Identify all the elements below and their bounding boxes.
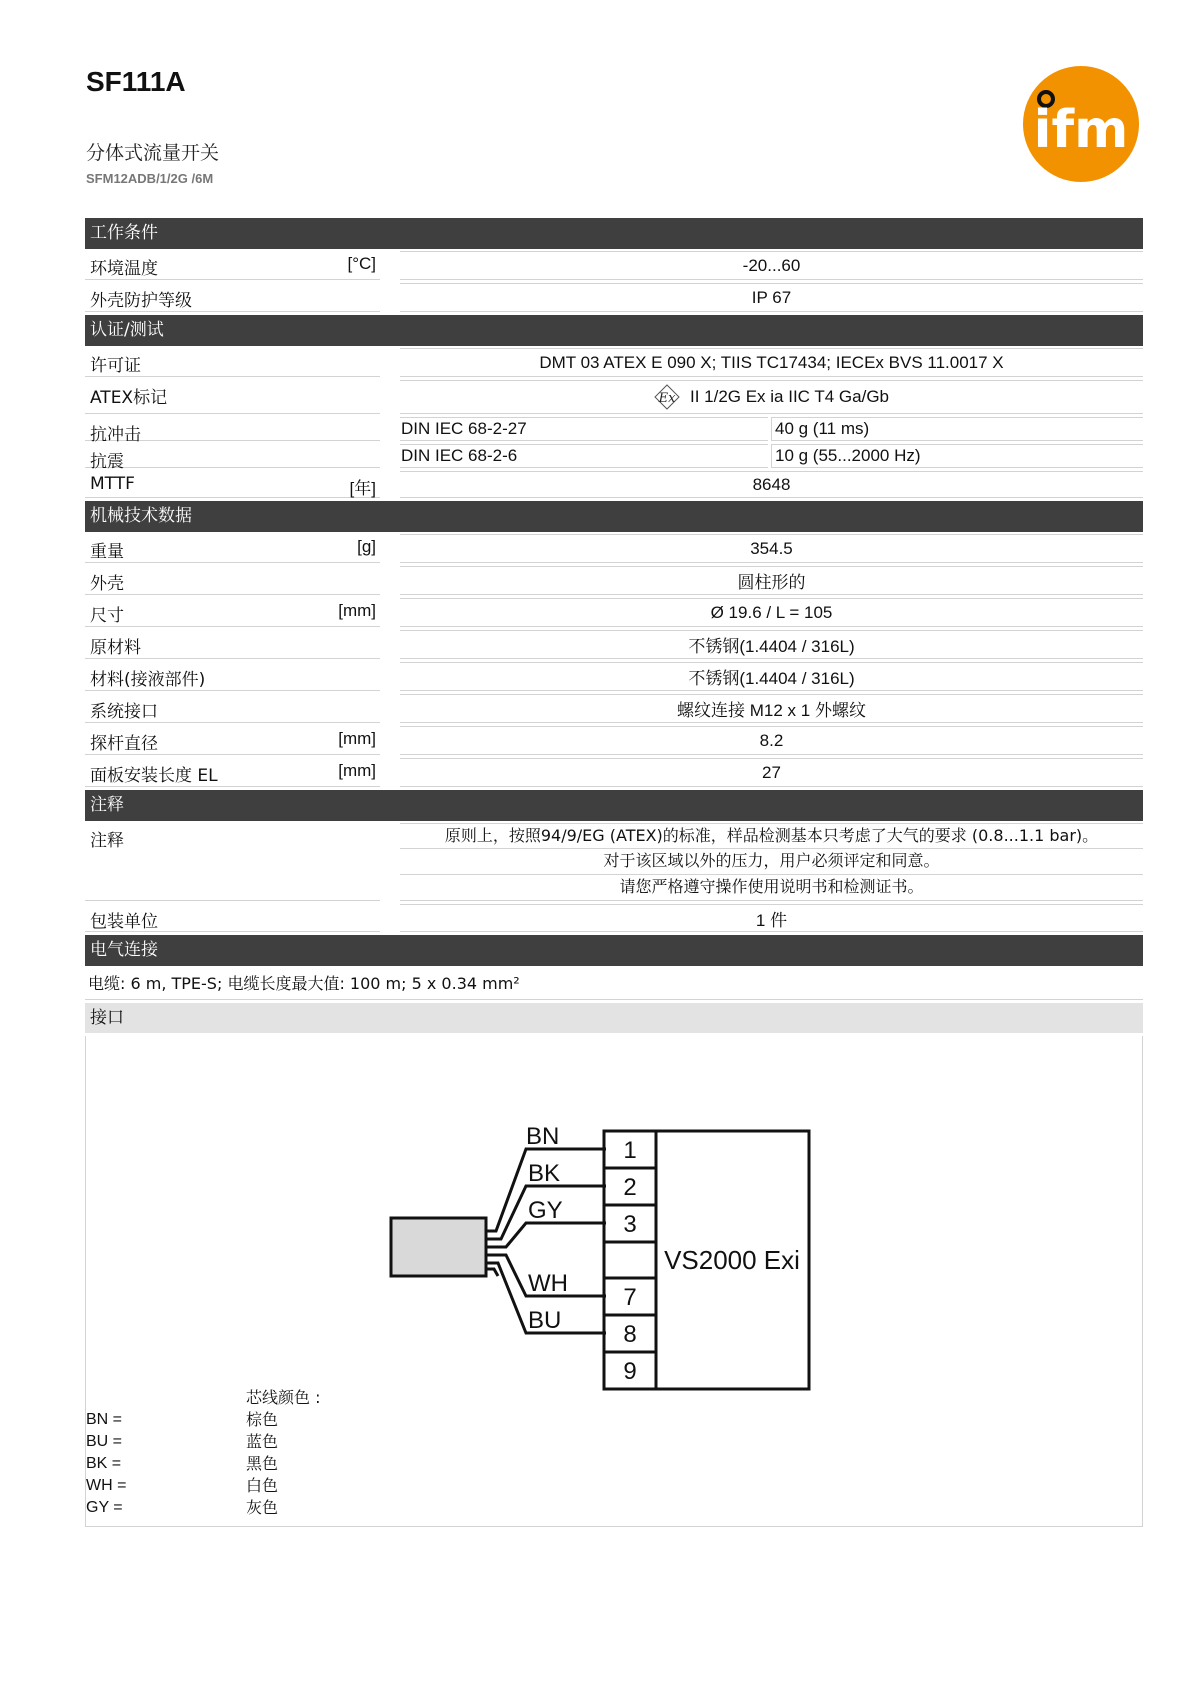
- legend-code: WH =: [86, 1477, 127, 1494]
- spec-value: IP 67: [400, 283, 1143, 312]
- product-subtitle: 分体式流量开关: [86, 142, 220, 164]
- spec-value: 圆柱形的: [400, 566, 1143, 595]
- spec-label-cell: [85, 630, 380, 659]
- spec-label: 尺寸: [90, 606, 124, 626]
- spec-row-package: [85, 904, 1143, 932]
- note-item: 对于该区域以外的压力，用户必须评定和同意。: [400, 849, 1143, 875]
- spec-value: Ø 19.6 / L = 105: [400, 598, 1143, 627]
- spec-row-material: [85, 630, 1143, 659]
- wire-label-bk: BK: [528, 1160, 561, 1187]
- spec-label-cell: [85, 444, 380, 472]
- atex-marking-text: II 1/2G Ex ia IIC T4 Ga/Gb: [689, 387, 890, 406]
- spec-label: 材料(接液部件): [90, 670, 206, 690]
- device-label: VS2000 Exi: [664, 1245, 800, 1275]
- spec-row-installation-length: [85, 758, 1143, 787]
- spec-row-probe-diameter: [85, 726, 1143, 755]
- spec-value: 8648: [400, 471, 1143, 498]
- legend-color: 棕色: [246, 1410, 279, 1429]
- legend-color: 黑色: [246, 1454, 279, 1473]
- spec-row-approval: [85, 348, 1143, 377]
- spec-label: 重量: [90, 542, 124, 562]
- spec-value-pair: [400, 417, 1143, 441]
- section-approvals: 认证/测试: [85, 315, 1143, 346]
- spec-label-cell: [85, 598, 380, 627]
- spec-value: DMT 03 ATEX E 090 X; TIIS TC17434; IECEx BVS 11.0017 X: [400, 348, 1143, 377]
- legend-color: 白色: [246, 1476, 279, 1495]
- terminal-7: 7: [623, 1284, 637, 1311]
- spec-label: 许可证: [90, 356, 141, 376]
- spec-sheet: [85, 218, 1143, 1527]
- spec-label-cell: [85, 726, 380, 755]
- terminal-3: 3: [623, 1211, 637, 1238]
- spec-label: 环境温度: [90, 259, 158, 279]
- spec-row-atex: [85, 380, 1143, 414]
- spec-row-mttf: [85, 471, 1143, 498]
- spec-row-weight: [85, 534, 1143, 563]
- legend-code: BN =: [86, 1411, 123, 1428]
- spec-label-cell: [85, 694, 380, 723]
- spec-label-cell: [85, 251, 380, 280]
- spec-row-protection: [85, 283, 1143, 312]
- ex-symbol-icon: [654, 384, 680, 410]
- terminal-2: 2: [623, 1174, 637, 1201]
- section-mechanical-data: 机械技术数据: [85, 501, 1143, 532]
- spec-value-atex: [400, 380, 1143, 414]
- spec-label: 外壳: [90, 574, 124, 594]
- spec-label: 外壳防护等级: [90, 291, 192, 311]
- logo-text: ifm: [1033, 100, 1129, 160]
- spec-value: -20...60: [400, 251, 1143, 280]
- spec-row-vibration: [85, 444, 1143, 472]
- spec-label: 包装单位: [90, 912, 158, 932]
- cable-plug: [391, 1218, 486, 1276]
- legend-color: 灰色: [246, 1498, 279, 1517]
- wire-label-gy: GY: [528, 1197, 563, 1224]
- spec-label: 抗震: [90, 452, 124, 472]
- legend-code: BU =: [86, 1433, 123, 1450]
- spec-value-pair: [400, 444, 1143, 468]
- spec-label-cell: [85, 823, 380, 901]
- section-remarks: 注释: [85, 790, 1143, 821]
- spec-unit: [mm]: [338, 761, 376, 780]
- terminal-1: 1: [623, 1137, 637, 1164]
- svg-text:Ex: Ex: [658, 391, 676, 406]
- interface-panel: [85, 1036, 1143, 1527]
- spec-label-cell: [85, 904, 380, 932]
- section-electrical-connection: 电气连接: [85, 935, 1143, 966]
- spec-label: MTTF: [90, 474, 135, 494]
- spec-standard: DIN IEC 68-2-27: [400, 417, 768, 441]
- spec-standard: DIN IEC 68-2-6: [400, 444, 768, 468]
- wire-label-wh: WH: [528, 1270, 568, 1297]
- wire-label-bn: BN: [526, 1123, 560, 1150]
- product-title: SF111A: [86, 66, 186, 97]
- spec-label: ATEX标记: [90, 388, 168, 408]
- spec-value: 螺纹连接 M12 x 1 外螺纹: [400, 694, 1143, 723]
- terminal-8: 8: [623, 1321, 637, 1348]
- spec-value: 27: [400, 758, 1143, 787]
- spec-value: 不锈钢(1.4404 / 316L): [400, 662, 1143, 691]
- interface-heading: 接口: [85, 1003, 1143, 1033]
- spec-label-cell: [85, 758, 380, 787]
- spec-label-cell: [85, 471, 380, 498]
- spec-label-cell: [85, 417, 380, 445]
- legend-title: 芯线颜色 :: [246, 1388, 321, 1407]
- spec-label: 注释: [90, 831, 124, 851]
- spec-unit: [g]: [357, 537, 376, 556]
- spec-row-dimensions: [85, 598, 1143, 627]
- spec-label: 系统接口: [90, 702, 158, 722]
- spec-unit: [mm]: [338, 601, 376, 620]
- atex-marking: [654, 384, 889, 410]
- terminal-9: 9: [623, 1358, 637, 1385]
- spec-row-wetted-material: [85, 662, 1143, 691]
- legend-color: 蓝色: [246, 1432, 279, 1451]
- spec-label-cell: [85, 283, 380, 312]
- part-number: SFM12ADB/1/2G /6M: [86, 171, 214, 186]
- section-operating-conditions: 工作条件: [85, 218, 1143, 249]
- spec-unit: [mm]: [338, 729, 376, 748]
- spec-label-cell: [85, 348, 380, 377]
- spec-label-cell: [85, 662, 380, 691]
- spec-label-cell: [85, 566, 380, 595]
- notes-list: [400, 823, 1143, 901]
- spec-row-housing: [85, 566, 1143, 595]
- wiring-diagram: [386, 1076, 846, 1396]
- spec-row-notes: [85, 823, 1143, 901]
- spec-value: 40 g (11 ms): [771, 417, 1143, 441]
- spec-label-cell: [85, 534, 380, 563]
- spec-value: 10 g (55...2000 Hz): [771, 444, 1143, 468]
- spec-label: 抗冲击: [90, 425, 141, 445]
- ifm-logo-icon: [1022, 65, 1140, 183]
- spec-row-ambient-temperature: [85, 251, 1143, 280]
- spec-value: 8.2: [400, 726, 1143, 755]
- wire-label-bu: BU: [528, 1307, 562, 1334]
- spec-label: 原材料: [90, 638, 141, 658]
- note-item: 请您严格遵守操作使用说明书和检测证书。: [400, 875, 1143, 901]
- spec-row-process-connection: [85, 694, 1143, 723]
- spec-unit: [年]: [349, 479, 376, 498]
- spec-value: 354.5: [400, 534, 1143, 563]
- spec-label-cell: [85, 380, 380, 414]
- spec-label: 面板安装长度 EL: [90, 766, 218, 786]
- legend-code: GY =: [86, 1499, 123, 1516]
- spec-value: 1 件: [400, 904, 1143, 932]
- spec-unit: [°C]: [347, 254, 376, 273]
- spec-row-shock: [85, 417, 1143, 445]
- wire-tail: [486, 1269, 498, 1276]
- spec-label: 探杆直径: [90, 734, 158, 754]
- legend-code: BK =: [86, 1455, 122, 1472]
- note-item: 原则上，按照94/9/EG (ATEX)的标准，样品检测基本只考虑了大气的要求 (0.8...1.1 bar)。: [400, 823, 1143, 849]
- cable-description: 电缆: 6 m, TPE-S; 电缆长度最大值: 100 m; 5 x 0.34 mm²: [85, 968, 1143, 1000]
- spec-value: 不锈钢(1.4404 / 316L): [400, 630, 1143, 659]
